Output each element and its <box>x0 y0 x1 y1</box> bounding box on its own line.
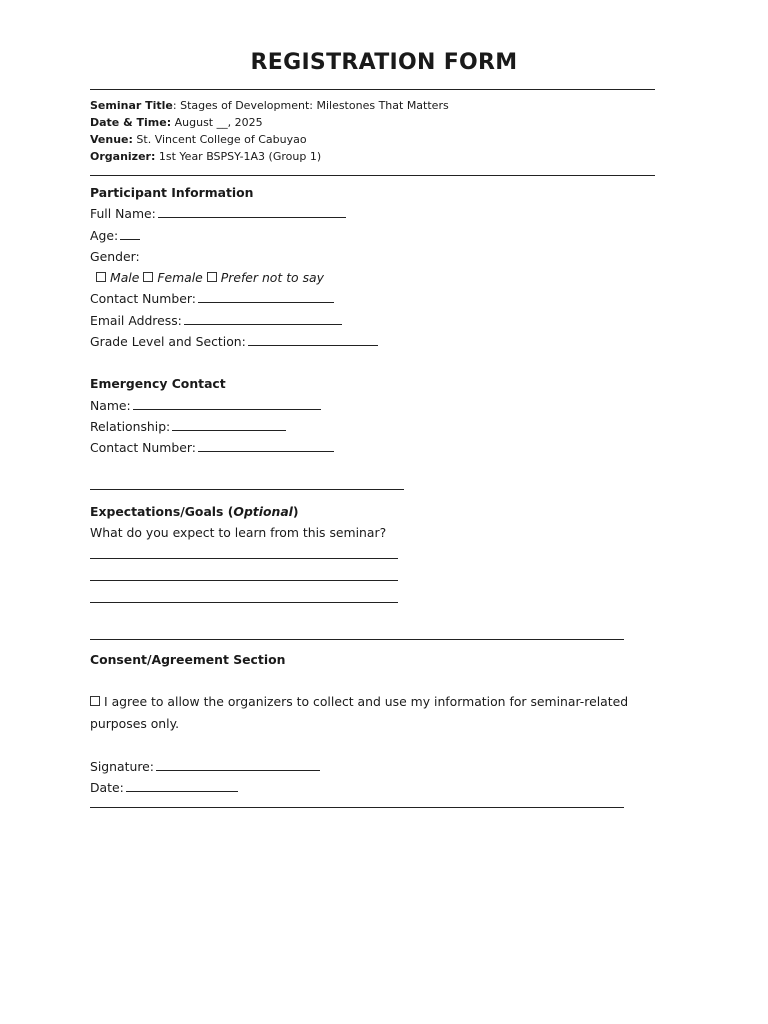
signature-field[interactable] <box>156 759 320 771</box>
expectations-answer-line-3[interactable] <box>90 602 398 603</box>
expectations-heading-prefix: Expectations/Goals ( <box>90 504 234 519</box>
age-field[interactable] <box>120 228 140 240</box>
grade-section-field[interactable] <box>248 334 378 346</box>
expectations-question: What do you expect to learn from this seminar? <box>90 525 387 540</box>
emergency-name-field[interactable] <box>133 398 321 410</box>
consent-date-label: Date: <box>90 780 124 795</box>
signature-label: Signature: <box>90 759 154 774</box>
consent-agreement <box>90 691 650 735</box>
title-divider <box>90 89 655 90</box>
age-label: Age: <box>90 228 119 243</box>
contact-number-field[interactable] <box>198 291 334 303</box>
venue-label: Venue: <box>90 133 133 146</box>
gender-option-male-label: Male <box>110 270 140 285</box>
email-row <box>90 313 342 328</box>
full-name-row <box>90 206 346 221</box>
date-time-label: Date & Time: <box>90 116 172 129</box>
expectations-divider <box>90 639 624 640</box>
relationship-field[interactable] <box>172 419 286 431</box>
venue-value: St. Vincent College of Cabuyao <box>136 133 307 146</box>
seminar-title-row <box>90 99 449 112</box>
relationship-row <box>90 419 286 434</box>
seminar-title-label: Seminar Title <box>90 99 173 112</box>
expectations-answer-line-2[interactable] <box>90 580 398 581</box>
footer-divider <box>90 807 624 808</box>
contact-number-label: Contact Number: <box>90 291 196 306</box>
consent-heading: Consent/Agreement Section <box>90 652 286 667</box>
signature-row <box>90 759 320 774</box>
email-label: Email Address: <box>90 313 182 328</box>
gender-option-prefer-not-label: Prefer not to say <box>220 270 324 285</box>
gender-option-prefer-not[interactable] <box>207 270 324 285</box>
gender-options <box>96 270 324 285</box>
grade-section-row <box>90 334 378 349</box>
checkbox-icon[interactable] <box>96 272 106 282</box>
full-name-label: Full Name: <box>90 206 156 221</box>
full-name-field[interactable] <box>158 206 346 218</box>
gender-option-male[interactable] <box>96 270 139 285</box>
venue-row <box>90 133 307 146</box>
seminar-title-value: : Stages of Development: Milestones That Matters <box>172 99 449 112</box>
checkbox-icon[interactable] <box>207 272 217 282</box>
contact-number-row <box>90 291 334 306</box>
organizer-row <box>90 150 321 163</box>
expectations-heading-suffix: ) <box>292 504 299 519</box>
organizer-value: 1st Year BSPSY-1A3 (Group 1) <box>158 150 322 163</box>
consent-date-row <box>90 780 238 795</box>
emergency-name-row <box>90 398 321 413</box>
consent-agreement-line-2: purposes only. <box>90 716 180 731</box>
form-title: REGISTRATION FORM <box>250 50 518 75</box>
gender-option-female-label: Female <box>157 270 203 285</box>
expectations-answer-line-1[interactable] <box>90 558 398 559</box>
expectations-heading <box>90 504 299 519</box>
emergency-contact-row <box>90 440 334 455</box>
date-time-row <box>90 116 263 129</box>
consent-date-field[interactable] <box>126 780 238 792</box>
emergency-name-label: Name: <box>90 398 131 413</box>
emergency-contact-label: Contact Number: <box>90 440 196 455</box>
grade-section-label: Grade Level and Section: <box>90 334 246 349</box>
emergency-heading: Emergency Contact <box>90 376 226 391</box>
gender-label: Gender: <box>90 249 140 264</box>
participant-heading: Participant Information <box>90 185 254 200</box>
age-row <box>90 228 140 243</box>
gender-row <box>90 249 140 264</box>
organizer-label: Organizer: <box>90 150 156 163</box>
date-time-value: August __, 2025 <box>174 116 263 129</box>
emergency-contact-field[interactable] <box>198 440 334 452</box>
expectations-heading-optional: Optional <box>233 504 293 519</box>
emergency-divider <box>90 489 404 490</box>
consent-agreement-line-1: I agree to allow the organizers to collect and use my information for seminar-related <box>104 694 629 709</box>
email-field[interactable] <box>184 313 342 325</box>
consent-checkbox-icon[interactable] <box>90 696 100 706</box>
checkbox-icon[interactable] <box>143 272 153 282</box>
gender-option-female[interactable] <box>143 270 202 285</box>
details-divider <box>90 175 655 176</box>
relationship-label: Relationship: <box>90 419 171 434</box>
